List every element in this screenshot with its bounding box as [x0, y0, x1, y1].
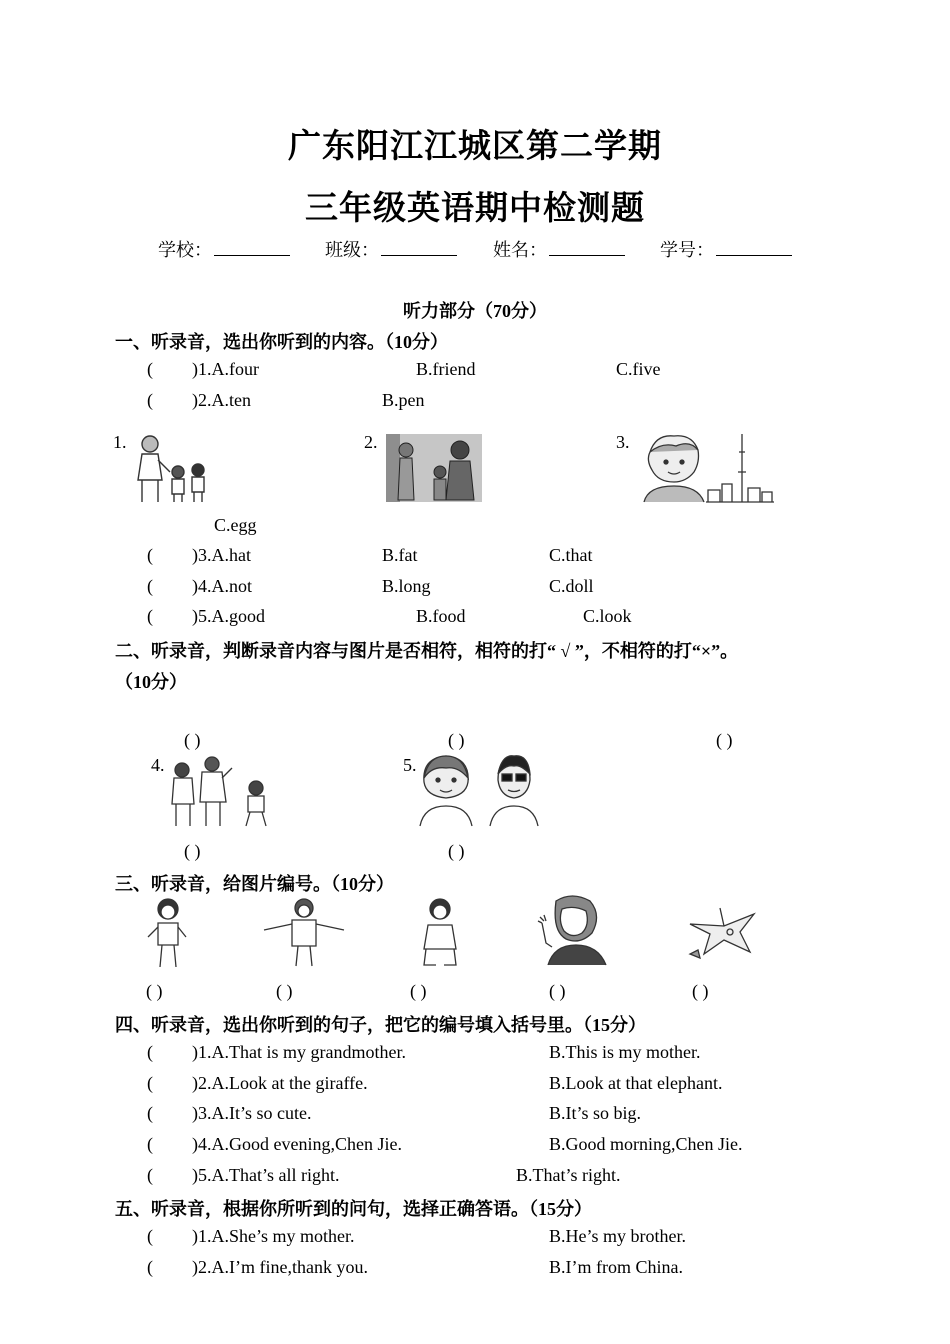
number-blank[interactable]: [716, 239, 792, 256]
paren: (: [147, 576, 153, 596]
number-label: 学号：: [660, 240, 714, 260]
boy-crouching-picture: [418, 897, 462, 969]
name-field: [493, 236, 625, 262]
s4-q3-b: B.It’s so big.: [549, 1103, 642, 1123]
s4-q4-b: B.Good morning,Chen Jie.: [549, 1134, 743, 1154]
paren: (: [147, 1165, 153, 1185]
pic-label-2: 2.: [364, 432, 378, 452]
family-picture: [130, 432, 215, 504]
s5-q1-b: B.He’s my brother.: [549, 1226, 686, 1246]
section3-heading: 三、听录音，给图片编号。（10分）: [115, 874, 394, 894]
paren: (: [147, 1103, 153, 1123]
title-line-1: 广东阳江江城区第二学期: [288, 129, 662, 165]
answer-paren[interactable]: ( ): [716, 730, 733, 750]
s1-q1-b: B.friend: [416, 359, 476, 379]
answer-paren[interactable]: ( ): [448, 730, 465, 750]
s1-q2-a: )2.A.ten: [192, 390, 251, 410]
s5-q2-a: )2.A.I’m fine,thank you.: [192, 1257, 368, 1277]
section2-heading: 二、听录音，判断录音内容与图片是否相符，相符的打“ √ ”，不相符的打“×”。: [115, 641, 739, 661]
s4-q2-a: )2.A.Look at the giraffe.: [192, 1073, 368, 1093]
section4-heading: 四、听录音，选出你听到的句子，把它的编号填入括号里。（15分）: [115, 1015, 646, 1035]
answer-paren[interactable]: ( ): [146, 981, 163, 1001]
answer-paren[interactable]: ( ): [692, 981, 709, 1001]
s4-q5-b: B.That’s right.: [516, 1165, 621, 1185]
s1-q4-c: C.doll: [549, 576, 594, 596]
s4-q2-b: B.Look at that elephant.: [549, 1073, 723, 1093]
pic-label-3: 3.: [616, 432, 630, 452]
paren: (: [147, 545, 153, 565]
girl-boy-picture: [418, 752, 542, 828]
people-picture: [166, 754, 284, 828]
paren: (: [147, 1073, 153, 1093]
answer-paren[interactable]: ( ): [184, 730, 201, 750]
s5-q1-a: )1.A.She’s my mother.: [192, 1226, 355, 1246]
paren: (: [147, 1042, 153, 1062]
s1-q4-a: )4.A.not: [192, 576, 252, 596]
paren: (: [147, 390, 153, 410]
s4-q4-a: )4.A.Good evening,Chen Jie.: [192, 1134, 402, 1154]
section2-heading-points: （10分）: [115, 672, 187, 692]
s4-q3-a: )3.A.It’s so cute.: [192, 1103, 312, 1123]
s4-q1-b: B.This is my mother.: [549, 1042, 701, 1062]
s1-q3-a: )3.A.hat: [192, 545, 251, 565]
s1-q1-c: C.five: [616, 359, 661, 379]
answer-paren[interactable]: ( ): [549, 981, 566, 1001]
s1-q3-b: B.fat: [382, 545, 418, 565]
pic-label-5: 5.: [403, 755, 417, 775]
paren: (: [147, 359, 153, 379]
answer-paren[interactable]: ( ): [410, 981, 427, 1001]
boy-city-picture: [636, 432, 774, 504]
name-label: 姓名：: [493, 240, 547, 260]
s1-q2-b: B.pen: [382, 390, 425, 410]
section1-heading: 一、听录音，选出你听到的内容。（10分）: [115, 332, 448, 352]
woman-waving-picture: [534, 893, 610, 967]
section5-heading: 五、听录音，根据你所听到的问句，选择正确答语。（15分）: [115, 1199, 592, 1219]
s1-q5-b: B.food: [416, 606, 466, 626]
paren: (: [147, 1257, 153, 1277]
paren: (: [147, 1134, 153, 1154]
paren: (: [147, 1226, 153, 1246]
pic-label-4: 4.: [151, 755, 165, 775]
answer-paren[interactable]: ( ): [448, 841, 465, 861]
class-label: 班级：: [325, 240, 379, 260]
s1-q1-a: )1.A.four: [192, 359, 259, 379]
title-line-2: 三年级英语期中检测题: [305, 191, 645, 227]
school-blank[interactable]: [214, 239, 290, 256]
teacher-picture: [386, 434, 482, 502]
listening-heading: 听力部分（70分）: [403, 301, 547, 321]
answer-paren[interactable]: ( ): [276, 981, 293, 1001]
number-field: [660, 236, 792, 262]
boy-standing-picture: [144, 897, 192, 969]
paren: (: [147, 606, 153, 626]
school-label: 学校：: [158, 240, 212, 260]
s4-q5-a: )5.A.That’s all right.: [192, 1165, 340, 1185]
boy-arms-out-picture: [262, 896, 346, 968]
plane-toy-picture: [684, 904, 758, 962]
s4-q1-a: )1.A.That is my grandmother.: [192, 1042, 406, 1062]
s5-q2-b: B.I’m from China.: [549, 1257, 683, 1277]
s1-q5-a: )5.A.good: [192, 606, 265, 626]
class-blank[interactable]: [381, 239, 457, 256]
school-field: [158, 236, 290, 262]
s1-q4-b: B.long: [382, 576, 431, 596]
s1-q2-c: C.egg: [214, 515, 257, 535]
s1-q5-c: C.look: [583, 606, 632, 626]
answer-paren[interactable]: ( ): [184, 841, 201, 861]
pic-label-1: 1.: [113, 432, 127, 452]
name-blank[interactable]: [549, 239, 625, 256]
class-field: [325, 236, 457, 262]
s1-q3-c: C.that: [549, 545, 593, 565]
